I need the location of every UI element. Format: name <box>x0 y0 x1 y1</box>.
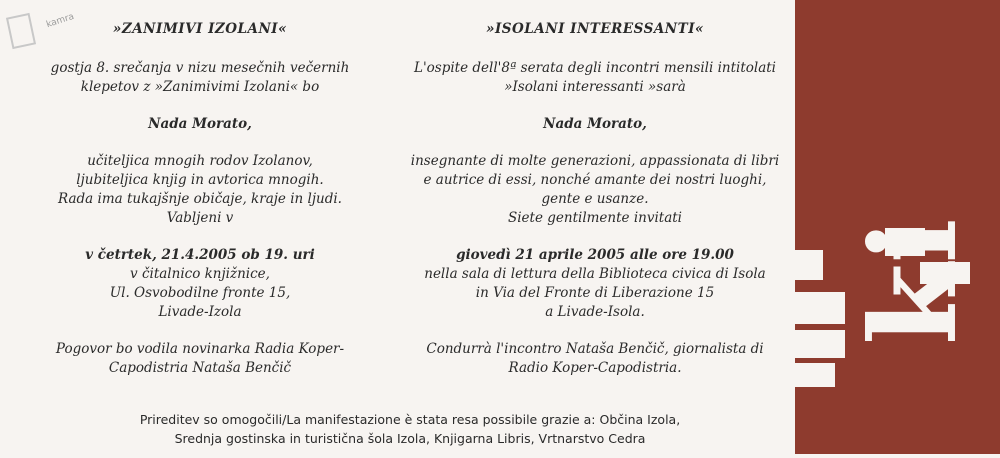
left-title: »ZANIMIVI IZOLANI« <box>112 21 288 37</box>
right-host-line: Radio Koper-Capodistria. <box>508 360 682 376</box>
right-host-line: Condurrà l'incontro Nataša Benčič, giornalista di <box>426 341 764 357</box>
right-place-line: nella sala di lettura della Biblioteca civica di Isola <box>424 266 766 282</box>
left-place-line: Livade-Izola <box>158 304 242 320</box>
left-description-line: ljubiteljica knjig in avtorica mnogih. <box>76 172 324 188</box>
right-place-line: a Livade-Isola. <box>545 304 645 320</box>
slovenian-column <box>25 20 375 378</box>
ki-logo-icon <box>795 0 1000 454</box>
right-description-line: insegnante di molte generazioni, appassionata di libri <box>410 153 780 169</box>
left-guest-name: Nada Morato, <box>148 116 252 132</box>
left-description-line: Rada ima tukajšnje običaje, kraje in ljudi. <box>58 191 342 207</box>
left-host-line: Pogovor bo vodila novinarka Radia Koper- <box>55 341 345 357</box>
left-intro-line: klepetov z »Zanimivimi Izolani« bo <box>80 79 320 95</box>
watermark-text: kamra <box>45 11 76 31</box>
right-intro-line: »Isolani interessanti »sarà <box>504 79 686 95</box>
italian-column <box>385 20 805 378</box>
logo-letters: ki <box>844 218 983 345</box>
right-description-line: gente e usanze. <box>541 191 649 207</box>
left-intro-line: gostja 8. srečanja v nizu mesečnih večernih <box>50 60 350 76</box>
right-place-line: in Via del Fronte di Liberazione 15 <box>475 285 715 301</box>
right-guest-name: Nada Morato, <box>543 116 647 132</box>
left-place-line: Ul. Osvobodilne fronte 15, <box>109 285 291 301</box>
right-date: giovedì 21 aprile 2005 alle ore 19.00 <box>456 247 734 263</box>
brand-panel <box>795 0 1000 454</box>
left-description-line: učiteljica mnogih rodov Izolanov, <box>87 153 313 169</box>
sponsors-footer <box>60 410 760 448</box>
left-host-line: Capodistria Nataša Benčič <box>108 360 292 376</box>
right-title: »ISOLANI INTERESSANTI« <box>486 21 704 37</box>
left-date: v četrtek, 21.4.2005 ob 19. uri <box>85 247 315 263</box>
right-description-line: Siete gentilmente invitati <box>507 210 682 226</box>
left-place-line: v čitalnico knjižnice, <box>130 266 270 282</box>
left-description-line: Vabljeni v <box>166 210 234 226</box>
footer-line: Prireditev so omogočili/La manifestazione è stata resa possibile grazie a: Občina Izola, <box>139 412 681 427</box>
right-description-line: e autrice di essi, nonché amante dei nostri luoghi, <box>423 172 767 188</box>
footer-line: Srednja gostinska in turistična šola Izola, Knjigarna Libris, Vrtnarstvo Cedra <box>174 431 646 446</box>
right-intro-line: L'ospite dell'8ª serata degli incontri mensili intitolati <box>413 60 776 76</box>
